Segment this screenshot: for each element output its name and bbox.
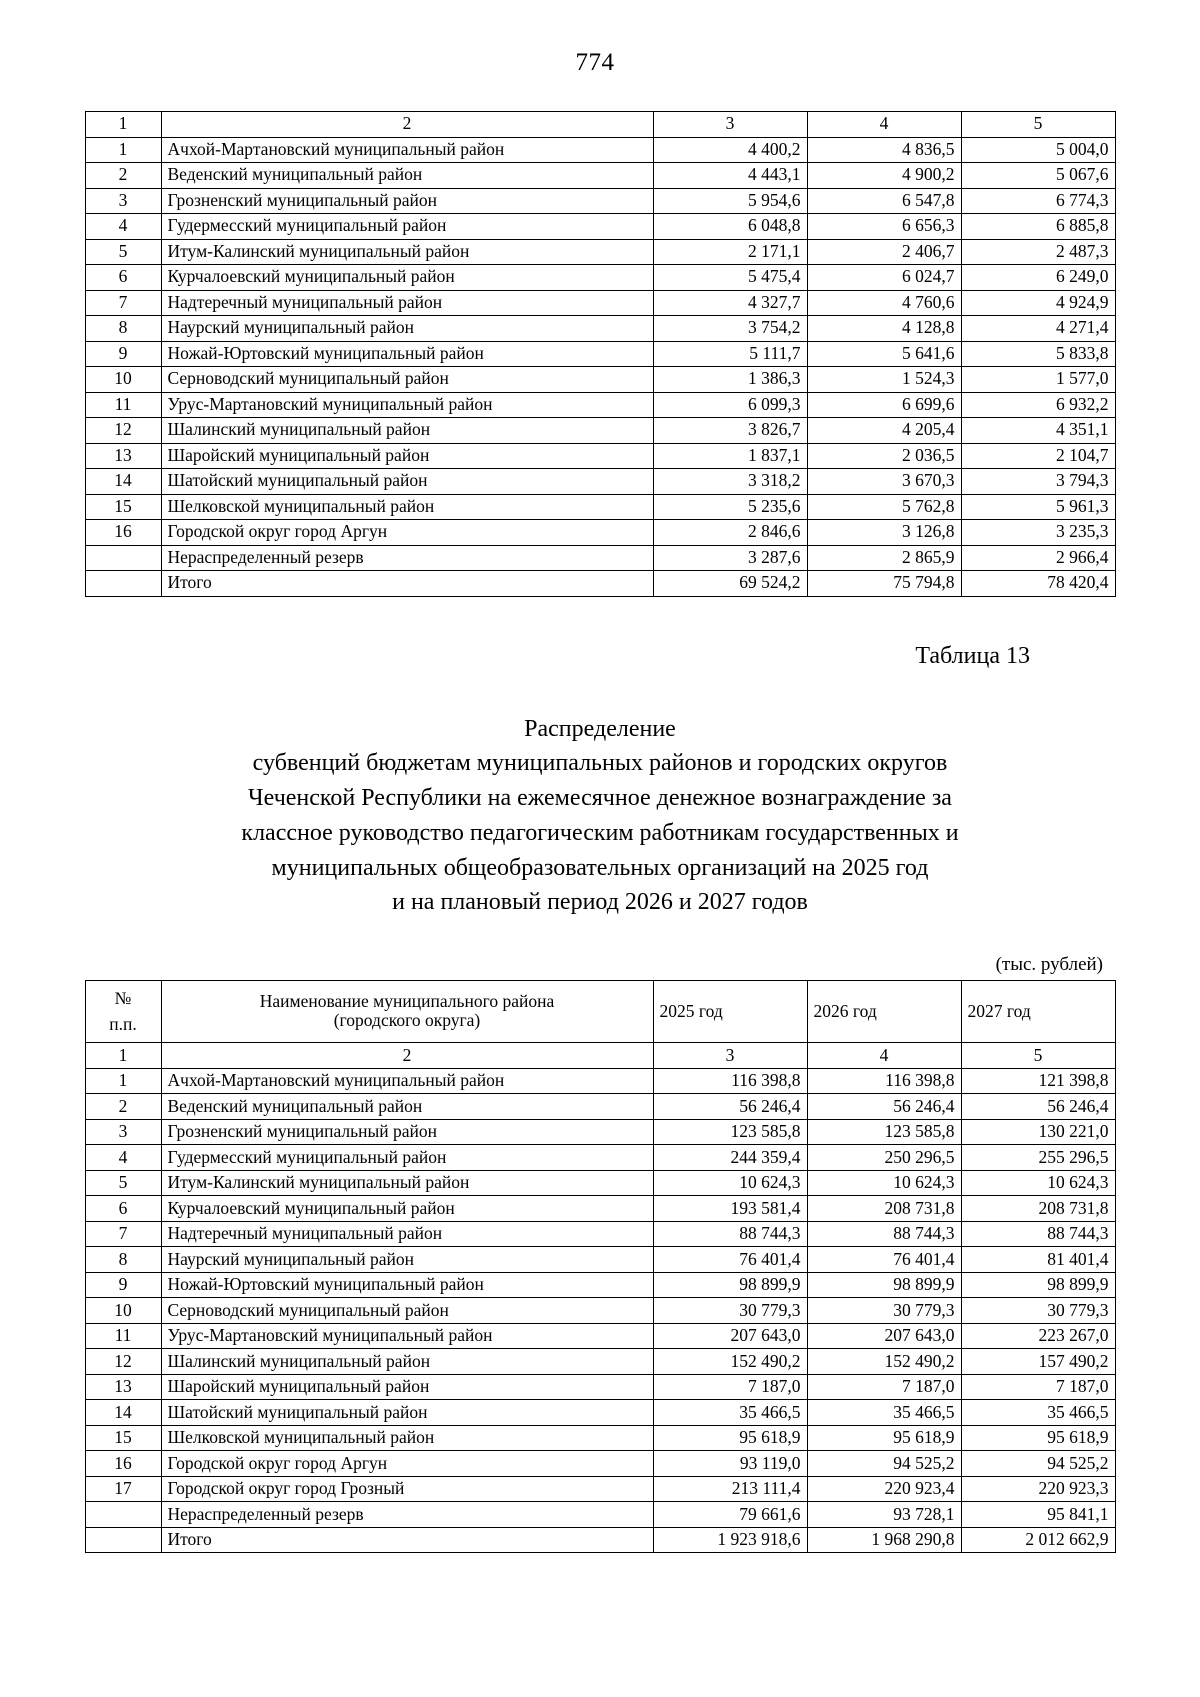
table-row	[85, 1170, 1115, 1196]
row-number: 4	[85, 214, 161, 240]
row-value-col4: 152 490,2	[807, 1349, 961, 1375]
table-row	[85, 163, 1115, 189]
row-number: 7	[85, 1221, 161, 1247]
row-number	[85, 571, 161, 597]
row-value-col3: 93 119,0	[653, 1451, 807, 1477]
table-title	[0, 712, 1200, 921]
row-number	[85, 1502, 161, 1528]
row-value-col4: 5 641,6	[807, 341, 961, 367]
header-cell-year-2026: 2026 год	[807, 981, 961, 1043]
row-value-col4: 3 126,8	[807, 520, 961, 546]
row-value-col5: 3 794,3	[961, 469, 1115, 495]
table-row	[85, 1502, 1115, 1528]
row-municipality-name: Ножай-Юртовский муниципальный район	[161, 1272, 653, 1298]
row-value-col4: 4 760,6	[807, 290, 961, 316]
table-row	[85, 1196, 1115, 1222]
row-value-col3: 3 754,2	[653, 316, 807, 342]
row-value-col5: 4 924,9	[961, 290, 1115, 316]
row-municipality-name: Итого	[161, 1527, 653, 1553]
table-row	[85, 494, 1115, 520]
table-row	[85, 214, 1115, 240]
row-municipality-name: Гудермесский муниципальный район	[161, 1145, 653, 1171]
row-municipality-name: Шаройский муниципальный район	[161, 443, 653, 469]
row-value-col5: 4 351,1	[961, 418, 1115, 444]
row-municipality-name: Надтеречный муниципальный район	[161, 1221, 653, 1247]
row-value-col4: 10 624,3	[807, 1170, 961, 1196]
row-value-col4: 1 524,3	[807, 367, 961, 393]
row-value-col5: 78 420,4	[961, 571, 1115, 597]
col-number-2: 2	[161, 112, 653, 138]
row-municipality-name: Урус-Мартановский муниципальный район	[161, 1323, 653, 1349]
header-cell-name	[161, 981, 653, 1043]
row-value-col4: 35 466,5	[807, 1400, 961, 1426]
table-row	[85, 1476, 1115, 1502]
row-value-col5: 2 966,4	[961, 545, 1115, 571]
row-number	[85, 1527, 161, 1553]
row-value-col5: 121 398,8	[961, 1068, 1115, 1094]
col-number-4: 4	[807, 1043, 961, 1069]
table-one-body	[85, 137, 1115, 596]
header-name-line1: Наименование муниципального района	[259, 991, 555, 1012]
row-value-col3: 98 899,9	[653, 1272, 807, 1298]
row-value-col5: 208 731,8	[961, 1196, 1115, 1222]
table-header-row	[85, 981, 1115, 1043]
table-row	[85, 316, 1115, 342]
row-number: 6	[85, 1196, 161, 1222]
row-value-col5: 95 841,1	[961, 1502, 1115, 1528]
row-value-col5: 2 487,3	[961, 239, 1115, 265]
row-number: 2	[85, 163, 161, 189]
row-value-col3: 3 826,7	[653, 418, 807, 444]
row-value-col3: 3 287,6	[653, 545, 807, 571]
units-label: (тыс. рублей)	[995, 954, 1103, 976]
row-value-col3: 1 386,3	[653, 367, 807, 393]
title-line-5: муниципальных общеобразовательных организаций на 2025 год	[271, 854, 929, 881]
row-number: 11	[85, 392, 161, 418]
row-number: 14	[85, 469, 161, 495]
table-row	[85, 571, 1115, 597]
col-number-2: 2	[161, 1043, 653, 1069]
row-number: 4	[85, 1145, 161, 1171]
row-number: 16	[85, 520, 161, 546]
row-value-col5: 3 235,3	[961, 520, 1115, 546]
row-value-col3: 123 585,8	[653, 1119, 807, 1145]
row-municipality-name: Нераспределенный резерв	[161, 1502, 653, 1528]
header-name-line2: (городского округа)	[333, 1010, 481, 1031]
row-value-col4: 116 398,8	[807, 1068, 961, 1094]
row-number: 10	[85, 1298, 161, 1324]
row-value-col3: 69 524,2	[653, 571, 807, 597]
row-municipality-name: Итум-Калинский муниципальный район	[161, 1170, 653, 1196]
table-row	[85, 1349, 1115, 1375]
row-value-col4: 30 779,3	[807, 1298, 961, 1324]
row-value-col3: 5 235,6	[653, 494, 807, 520]
row-number: 9	[85, 341, 161, 367]
table-row	[85, 1119, 1115, 1145]
table-row	[85, 1094, 1115, 1120]
row-number: 1	[85, 137, 161, 163]
row-municipality-name: Нераспределенный резерв	[161, 545, 653, 571]
row-number: 8	[85, 316, 161, 342]
table-label: Таблица 13	[915, 642, 1030, 669]
table-row	[85, 137, 1115, 163]
row-municipality-name: Шалинский муниципальный район	[161, 1349, 653, 1375]
title-line-4: классное руководство педагогическим работникам государственных и	[241, 819, 959, 846]
row-number: 12	[85, 1349, 161, 1375]
row-number: 1	[85, 1068, 161, 1094]
subventions-table-13	[85, 980, 1116, 1553]
col-number-1: 1	[85, 112, 161, 138]
row-value-col5: 10 624,3	[961, 1170, 1115, 1196]
row-value-col4: 2 865,9	[807, 545, 961, 571]
row-value-col3: 95 618,9	[653, 1425, 807, 1451]
row-value-col3: 76 401,4	[653, 1247, 807, 1273]
table-row	[85, 392, 1115, 418]
row-value-col4: 3 670,3	[807, 469, 961, 495]
row-value-col4: 7 187,0	[807, 1374, 961, 1400]
table-row	[85, 443, 1115, 469]
header-no-line2: п.п.	[109, 1014, 137, 1035]
table-row	[85, 367, 1115, 393]
row-value-col5: 6 932,2	[961, 392, 1115, 418]
table-row	[85, 290, 1115, 316]
row-value-col4: 4 900,2	[807, 163, 961, 189]
row-value-col4: 94 525,2	[807, 1451, 961, 1477]
row-number: 11	[85, 1323, 161, 1349]
row-value-col4: 76 401,4	[807, 1247, 961, 1273]
row-value-col3: 4 327,7	[653, 290, 807, 316]
row-value-col5: 223 267,0	[961, 1323, 1115, 1349]
row-value-col5: 5 004,0	[961, 137, 1115, 163]
row-value-col3: 88 744,3	[653, 1221, 807, 1247]
row-number: 10	[85, 367, 161, 393]
title-line-2: субвенций бюджетам муниципальных районов и городских округов	[252, 750, 948, 777]
row-municipality-name: Курчалоевский муниципальный район	[161, 1196, 653, 1222]
row-value-col5: 2 012 662,9	[961, 1527, 1115, 1553]
col-number-3: 3	[653, 112, 807, 138]
row-municipality-name: Городской округ город Аргун	[161, 1451, 653, 1477]
row-value-col4: 75 794,8	[807, 571, 961, 597]
row-value-col4: 2 036,5	[807, 443, 961, 469]
row-municipality-name: Шелковской муниципальный район	[161, 494, 653, 520]
row-number: 15	[85, 494, 161, 520]
row-value-col5: 7 187,0	[961, 1374, 1115, 1400]
row-municipality-name: Грозненский муниципальный район	[161, 188, 653, 214]
row-value-col5: 5 067,6	[961, 163, 1115, 189]
row-municipality-name: Ножай-Юртовский муниципальный район	[161, 341, 653, 367]
row-municipality-name: Веденский муниципальный район	[161, 163, 653, 189]
row-number	[85, 545, 161, 571]
row-value-col4: 6 656,3	[807, 214, 961, 240]
row-value-col5: 255 296,5	[961, 1145, 1115, 1171]
table-row	[85, 341, 1115, 367]
row-value-col3: 5 954,6	[653, 188, 807, 214]
subventions-table-continued	[85, 111, 1116, 597]
table-row	[85, 1323, 1115, 1349]
row-number: 8	[85, 1247, 161, 1273]
table-row	[85, 1298, 1115, 1324]
row-municipality-name: Шатойский муниципальный район	[161, 1400, 653, 1426]
row-value-col3: 56 246,4	[653, 1094, 807, 1120]
row-value-col4: 93 728,1	[807, 1502, 961, 1528]
row-number: 13	[85, 1374, 161, 1400]
row-municipality-name: Гудермесский муниципальный район	[161, 214, 653, 240]
title-line-6: и на плановый период 2026 и 2027 годов	[392, 889, 808, 916]
row-number: 9	[85, 1272, 161, 1298]
row-municipality-name: Ачхой-Мартановский муниципальный район	[161, 1068, 653, 1094]
row-municipality-name: Наурский муниципальный район	[161, 316, 653, 342]
row-value-col3: 2 171,1	[653, 239, 807, 265]
col-number-5: 5	[961, 112, 1115, 138]
row-value-col3: 5 111,7	[653, 341, 807, 367]
row-municipality-name: Шаройский муниципальный район	[161, 1374, 653, 1400]
row-number: 3	[85, 188, 161, 214]
row-value-col3: 2 846,6	[653, 520, 807, 546]
row-municipality-name: Итум-Калинский муниципальный район	[161, 239, 653, 265]
row-value-col3: 213 111,4	[653, 1476, 807, 1502]
row-value-col5: 157 490,2	[961, 1349, 1115, 1375]
table-row	[85, 469, 1115, 495]
row-value-col5: 94 525,2	[961, 1451, 1115, 1477]
table-row	[85, 1272, 1115, 1298]
row-value-col4: 4 836,5	[807, 137, 961, 163]
row-value-col5: 1 577,0	[961, 367, 1115, 393]
row-value-col4: 1 968 290,8	[807, 1527, 961, 1553]
table-row	[85, 1145, 1115, 1171]
row-number: 3	[85, 1119, 161, 1145]
table-row	[85, 545, 1115, 571]
table-row	[85, 1425, 1115, 1451]
row-value-col4: 4 205,4	[807, 418, 961, 444]
row-municipality-name: Грозненский муниципальный район	[161, 1119, 653, 1145]
table-row	[85, 265, 1115, 291]
row-value-col5: 6 774,3	[961, 188, 1115, 214]
row-value-col4: 5 762,8	[807, 494, 961, 520]
row-value-col5: 5 833,8	[961, 341, 1115, 367]
row-municipality-name: Курчалоевский муниципальный район	[161, 265, 653, 291]
row-value-col3: 4 443,1	[653, 163, 807, 189]
table-row	[85, 1068, 1115, 1094]
table-row	[85, 520, 1115, 546]
row-value-col4: 2 406,7	[807, 239, 961, 265]
page-number: 774	[575, 49, 615, 76]
row-value-col3: 193 581,4	[653, 1196, 807, 1222]
header-cell-number	[85, 981, 161, 1043]
table-row	[85, 1247, 1115, 1273]
table-row	[85, 1374, 1115, 1400]
row-value-col5: 35 466,5	[961, 1400, 1115, 1426]
row-value-col5: 6 885,8	[961, 214, 1115, 240]
row-value-col4: 88 744,3	[807, 1221, 961, 1247]
row-value-col3: 6 048,8	[653, 214, 807, 240]
row-municipality-name: Надтеречный муниципальный район	[161, 290, 653, 316]
row-number: 14	[85, 1400, 161, 1426]
row-municipality-name: Шалинский муниципальный район	[161, 418, 653, 444]
row-value-col5: 220 923,3	[961, 1476, 1115, 1502]
table-row	[85, 418, 1115, 444]
row-value-col5: 95 618,9	[961, 1425, 1115, 1451]
row-value-col5: 4 271,4	[961, 316, 1115, 342]
row-value-col4: 208 731,8	[807, 1196, 961, 1222]
row-number: 6	[85, 265, 161, 291]
row-value-col3: 1 837,1	[653, 443, 807, 469]
row-value-col5: 6 249,0	[961, 265, 1115, 291]
row-value-col3: 79 661,6	[653, 1502, 807, 1528]
row-number: 12	[85, 418, 161, 444]
row-value-col5: 88 744,3	[961, 1221, 1115, 1247]
row-number: 13	[85, 443, 161, 469]
row-value-col5: 5 961,3	[961, 494, 1115, 520]
header-cell-year-2027: 2027 год	[961, 981, 1115, 1043]
row-municipality-name: Урус-Мартановский муниципальный район	[161, 392, 653, 418]
header-no-line1: №	[114, 988, 132, 1009]
row-value-col4: 4 128,8	[807, 316, 961, 342]
row-value-col3: 7 187,0	[653, 1374, 807, 1400]
table-row	[85, 1527, 1115, 1553]
row-value-col3: 4 400,2	[653, 137, 807, 163]
row-value-col4: 250 296,5	[807, 1145, 961, 1171]
row-municipality-name: Городской округ город Аргун	[161, 520, 653, 546]
row-municipality-name: Городской округ город Грозный	[161, 1476, 653, 1502]
row-value-col3: 244 359,4	[653, 1145, 807, 1171]
row-municipality-name: Серноводский муниципальный район	[161, 1298, 653, 1324]
row-municipality-name: Шелковской муниципальный район	[161, 1425, 653, 1451]
table-two-body	[85, 1068, 1115, 1553]
row-value-col5: 130 221,0	[961, 1119, 1115, 1145]
row-value-col4: 6 547,8	[807, 188, 961, 214]
col-number-3: 3	[653, 1043, 807, 1069]
row-value-col4: 56 246,4	[807, 1094, 961, 1120]
row-number: 5	[85, 1170, 161, 1196]
table-row	[85, 239, 1115, 265]
col-number-4: 4	[807, 112, 961, 138]
table-row-column-numbers	[85, 112, 1115, 138]
row-value-col3: 30 779,3	[653, 1298, 807, 1324]
row-value-col4: 6 024,7	[807, 265, 961, 291]
title-line-1: Распределение	[524, 715, 676, 742]
row-value-col3: 35 466,5	[653, 1400, 807, 1426]
row-number: 7	[85, 290, 161, 316]
table-row-column-numbers	[85, 1043, 1115, 1069]
row-municipality-name: Веденский муниципальный район	[161, 1094, 653, 1120]
table-row	[85, 1221, 1115, 1247]
col-number-1: 1	[85, 1043, 161, 1069]
row-number: 15	[85, 1425, 161, 1451]
row-value-col3: 207 643,0	[653, 1323, 807, 1349]
table-row	[85, 188, 1115, 214]
row-value-col3: 5 475,4	[653, 265, 807, 291]
row-value-col4: 207 643,0	[807, 1323, 961, 1349]
header-cell-year-2025: 2025 год	[653, 981, 807, 1043]
row-value-col4: 98 899,9	[807, 1272, 961, 1298]
row-value-col3: 116 398,8	[653, 1068, 807, 1094]
row-value-col3: 152 490,2	[653, 1349, 807, 1375]
row-value-col5: 2 104,7	[961, 443, 1115, 469]
row-value-col5: 81 401,4	[961, 1247, 1115, 1273]
row-value-col3: 3 318,2	[653, 469, 807, 495]
title-line-3: Чеченской Республики на ежемесячное денежное вознаграждение за	[248, 785, 952, 812]
row-number: 16	[85, 1451, 161, 1477]
col-number-5: 5	[961, 1043, 1115, 1069]
row-number: 5	[85, 239, 161, 265]
row-value-col4: 123 585,8	[807, 1119, 961, 1145]
row-number: 17	[85, 1476, 161, 1502]
row-municipality-name: Наурский муниципальный район	[161, 1247, 653, 1273]
table-one-container	[0, 111, 1200, 597]
row-value-col5: 56 246,4	[961, 1094, 1115, 1120]
row-municipality-name: Шатойский муниципальный район	[161, 469, 653, 495]
row-municipality-name: Итого	[161, 571, 653, 597]
row-municipality-name: Ачхой-Мартановский муниципальный район	[161, 137, 653, 163]
table-row	[85, 1400, 1115, 1426]
row-value-col4: 220 923,4	[807, 1476, 961, 1502]
row-value-col3: 10 624,3	[653, 1170, 807, 1196]
row-value-col4: 95 618,9	[807, 1425, 961, 1451]
row-value-col4: 6 699,6	[807, 392, 961, 418]
row-value-col3: 6 099,3	[653, 392, 807, 418]
row-value-col3: 1 923 918,6	[653, 1527, 807, 1553]
row-number: 2	[85, 1094, 161, 1120]
row-value-col5: 98 899,9	[961, 1272, 1115, 1298]
row-municipality-name: Серноводский муниципальный район	[161, 367, 653, 393]
row-value-col5: 30 779,3	[961, 1298, 1115, 1324]
table-row	[85, 1451, 1115, 1477]
